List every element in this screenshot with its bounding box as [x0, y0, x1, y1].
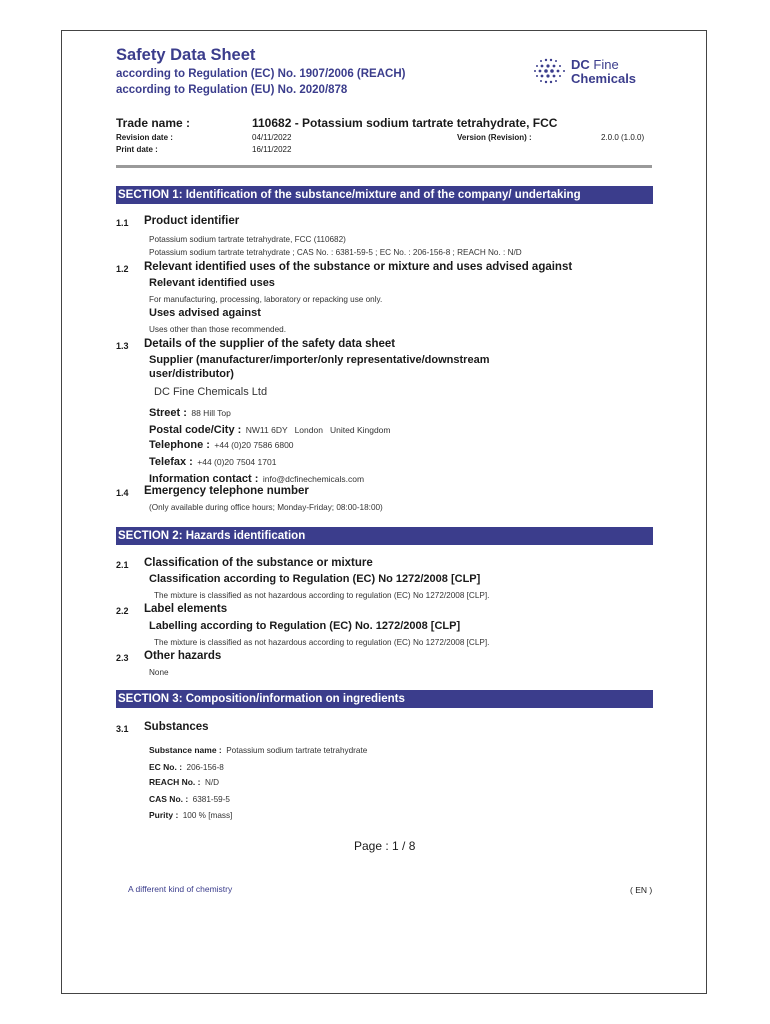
labelling-text: The mixture is classified as not hazardous according to regulation (EC) No 1272/2008 [CLP]. [154, 638, 490, 647]
substance-name-label: Substance name : [149, 745, 222, 755]
section-number: 3.1 [116, 724, 129, 734]
substance-name-value: Potassium sodium tartrate tetrahydrate [226, 746, 368, 755]
trade-name-label: Trade name : [116, 116, 191, 130]
street-value: 88 Hill Top [191, 408, 231, 418]
logo-text-line2: Chemicals [571, 71, 637, 86]
telefax-value: +44 (0)20 7504 1701 [197, 457, 277, 467]
info-contact-label: Information contact : [149, 473, 259, 485]
telefax-label: Telefax : [149, 456, 193, 468]
reach-row [149, 772, 219, 790]
info-contact-email[interactable]: info@dcfinechemicals.com [262, 474, 365, 484]
product-identifier-line2: Potassium sodium tartrate tetrahydrate ; CAS No. : 6381-59-5 ; EC No. : 206-156-8 ; REACH No. : N/D [149, 248, 522, 257]
emergency-phone-heading: Emergency telephone number [144, 485, 309, 497]
footer-tagline: A different kind of chemistry [128, 884, 233, 894]
street-label: Street : [149, 407, 187, 419]
classification-heading: Classification of the substance or mixture [144, 557, 373, 569]
print-date-label: Print date : [116, 145, 158, 154]
purity-row [149, 805, 232, 823]
section-number: 1.1 [116, 218, 129, 228]
classification-text: The mixture is classified as not hazardous according to regulation (EC) No 1272/2008 [CLP]. [154, 591, 490, 600]
section-number: 1.2 [116, 264, 129, 274]
section-number: 2.3 [116, 653, 129, 663]
product-identifier-heading: Product identifier [144, 215, 240, 227]
section-number: 1.3 [116, 341, 129, 351]
trade-name-value: 110682 - Potassium sodium tartrate tetrahydrate, FCC [252, 116, 558, 130]
section-number: 2.1 [116, 560, 129, 570]
reach-value: N/D [204, 778, 220, 787]
relevant-uses-text: For manufacturing, processing, laboratory or repacking use only. [149, 295, 383, 304]
telefax-row [149, 452, 276, 470]
revision-date-value: 04/11/2022 [252, 133, 292, 142]
substances-heading: Substances [144, 721, 209, 733]
postal-value: NW11 6DY London United Kingdom [245, 425, 391, 435]
document-title: Safety Data Sheet [116, 46, 256, 64]
ec-value: 206-156-8 [186, 763, 224, 772]
print-date-value: 16/11/2022 [252, 145, 292, 154]
ec-label: EC No. : [149, 762, 183, 772]
reach-label: REACH No. : [149, 777, 201, 787]
version-label: Version (Revision) : [457, 133, 532, 142]
supplier-details-heading: Details of the supplier of the safety data sheet [144, 338, 396, 350]
cas-label: CAS No. : [149, 794, 189, 804]
purity-value: 100 % [mass] [182, 811, 233, 820]
cas-value: 6381-59-5 [192, 795, 230, 804]
other-hazards-text: None [149, 668, 169, 677]
section-1-header: SECTION 1: Identification of the substance/mixture and of the company/ undertaking [116, 186, 653, 204]
telephone-value: +44 (0)20 7586 6800 [214, 440, 294, 450]
telephone-label: Telephone : [149, 439, 210, 451]
relevant-uses-subheading: Relevant identified uses [149, 277, 275, 289]
street-row [149, 403, 231, 421]
purity-label: Purity : [149, 810, 179, 820]
product-identifier-line1: Potassium sodium tartrate tetrahydrate, FCC (110682) [149, 235, 346, 244]
section-number: 1.4 [116, 488, 129, 498]
revision-date-label: Revision date : [116, 133, 173, 142]
label-elements-heading: Label elements [144, 603, 228, 615]
logo-text-line1: DC Fine [571, 57, 619, 72]
supplier-subheading: Supplier (manufacturer/importer/only representative/downstream [149, 354, 490, 366]
uses-advised-against-text: Uses other than those recommended. [149, 325, 286, 334]
labelling-subheading: Labelling according to Regulation (EC) No. 1272/2008 [CLP] [149, 620, 461, 632]
version-value: 2.0.0 (1.0.0) [601, 133, 645, 142]
uses-heading: Relevant identified uses of the substance or mixture and uses advised against [144, 261, 573, 273]
language-indicator: ( EN ) [630, 885, 653, 895]
section-number: 2.2 [116, 606, 129, 616]
regulation-line-2: according to Regulation (EU) No. 2020/878 [116, 84, 348, 96]
substance-name-row [149, 740, 367, 758]
postal-label: Postal code/City : [149, 424, 242, 436]
company-name: DC Fine Chemicals Ltd [154, 386, 268, 398]
company-logo [533, 57, 643, 87]
logo-dots-icon [533, 57, 567, 85]
uses-advised-against-subheading: Uses advised against [149, 307, 261, 319]
section-2-header: SECTION 2: Hazards identification [116, 527, 653, 545]
regulation-line-1: according to Regulation (EC) No. 1907/2006 (REACH) [116, 68, 406, 80]
page-number: Page : 1 / 8 [354, 839, 416, 853]
telephone-row [149, 435, 294, 453]
section-3-header: SECTION 3: Composition/information on ingredients [116, 690, 653, 708]
classification-subheading: Classification according to Regulation (EC) No 1272/2008 [CLP] [149, 573, 481, 585]
supplier-subheading-cont: user/distributor) [149, 368, 234, 380]
other-hazards-heading: Other hazards [144, 650, 222, 662]
emergency-phone-text: (Only available during office hours; Monday-Friday; 08:00-18:00) [149, 503, 383, 512]
header-divider [116, 165, 652, 168]
